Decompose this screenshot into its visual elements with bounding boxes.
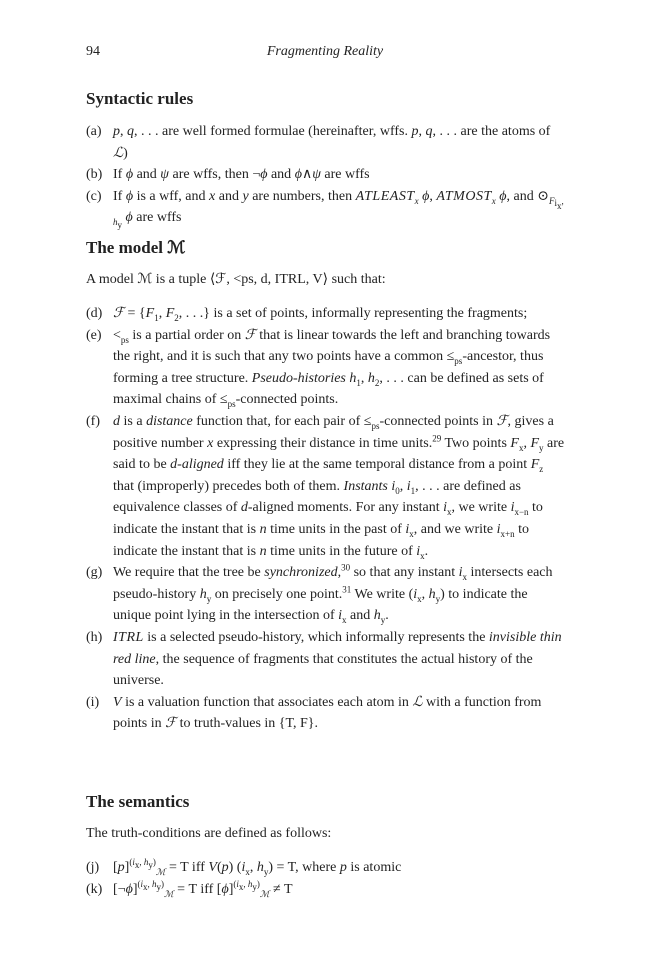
item-text: V is a valuation function that associates each atom in ℒ with a function from points in ℱ to truth-values in {T, F}. xyxy=(113,694,542,732)
item-label: (c) xyxy=(86,188,102,204)
item-text: $<_{ps}$ is a partial order on ℱ that is linear towards the left and branching towards the right, and it is such that any two points have a common $\le_{ps}$-ancestor, thus forming a tree structure. Pseudo-histories $h_1$, $h_2$, . . . can be defined as sets of maximal chains of $\le_{ps}$-connected points. xyxy=(113,327,551,410)
item-text: p, q, . . . are well formed formulae (hereinafter, wffs. p, q, . . . are the atoms of ℒ) xyxy=(113,124,551,161)
semantics-list xyxy=(86,857,566,900)
list-item xyxy=(86,411,566,562)
item-text: If ϕ is a wff, and x and y are numbers, then $ATLEAST_x$ ϕ, $ATMOST_x$ ϕ, and $⊙_{F_{i_x}, h_y}$ ϕ are wffs xyxy=(113,188,564,230)
item-label: (g) xyxy=(86,565,103,581)
list-item xyxy=(86,186,566,229)
item-text: [¬ϕ]$^{(i_x, h_y)}_ℳ$ = T iff $[\phi]^{(i_x, h_y)}_ℳ \ne T$ xyxy=(113,878,293,899)
item-label: (i) xyxy=(86,694,100,710)
list-item xyxy=(86,562,566,627)
list-item xyxy=(86,879,566,901)
list-item xyxy=(86,325,566,411)
running-head: Fragmenting Reality xyxy=(266,44,384,59)
item-label: (h) xyxy=(86,629,103,645)
semantics-intro: The truth-conditions are defined as follows: xyxy=(86,826,332,841)
item-text: If ϕ and ψ are wffs, then ¬ϕ and ϕ∧ψ are wffs xyxy=(113,167,370,183)
item-text: $[p]^{(i_x, h_y)}_ℳ = T$ iff V(p) ($i_x$, $h_y) = T$, where p is atomic xyxy=(113,857,402,877)
model-intro: A model ℳ is a tuple ⟨ℱ, <ps, d, ITRL, V⟩ such that: xyxy=(86,272,386,287)
item-label: (d) xyxy=(86,306,103,321)
item-label: (b) xyxy=(86,167,103,183)
item-label: (k) xyxy=(86,881,103,897)
section-heading-model: The model ℳ xyxy=(86,238,186,257)
list-item xyxy=(86,303,566,325)
item-label: (e) xyxy=(86,327,102,343)
list-item xyxy=(86,164,566,186)
list-item xyxy=(86,857,566,879)
list-item xyxy=(86,692,566,735)
item-label: (a) xyxy=(86,124,102,139)
list-item xyxy=(86,121,566,164)
item-label: (f) xyxy=(86,413,100,429)
page-number: 94 xyxy=(86,44,100,59)
list-item xyxy=(86,627,566,692)
item-text: We require that the tree be synchronized,$^{30}$ so that any instant $i_x$ intersects each pseudo-history $h_y$ on precisely one point.$^{31}$ We write ($i_x$, $h_y$) to indicate the unique point lying in the intersection of $i_x$ and $h_y$. xyxy=(113,562,553,626)
model-list xyxy=(86,303,566,735)
syntactic-rules-list xyxy=(86,121,566,229)
item-text: ITRL is a selected pseudo-history, which informally represents the invisible thin red line, the sequence of fragments that constitutes the actual history of the universe. xyxy=(113,629,562,689)
item-label: (j) xyxy=(86,860,100,875)
item-text: d is a distance function that, for each pair of $\le_{ps}$-connected points in ℱ, gives a positive number x expressing their distance in time units.$^{29}$ Two points $F_x$, $F_y$ are said to be d-aligned iff they lie at the same temporal distance from a point $F_z$ that (improperly) precedes both of them. Instants $i_0$, $i_1$, . . . are defined as equivalence classes of d-aligned moments. For any instant $i_x$, we write $i_{x-n}$ to indicate the instant that is n time units in the past of $i_x$, and we write $i_{x+n}$ to indicate the instant that is n time units in the future of $i_x$. xyxy=(113,413,565,561)
section-heading-syntactic-rules: Syntactic rules xyxy=(86,89,194,108)
item-text: ℱ = {$F_1$, $F_2$, . . .} is a set of points, informally representing the fragments; xyxy=(113,306,528,323)
section-heading-semantics: The semantics xyxy=(86,792,190,811)
